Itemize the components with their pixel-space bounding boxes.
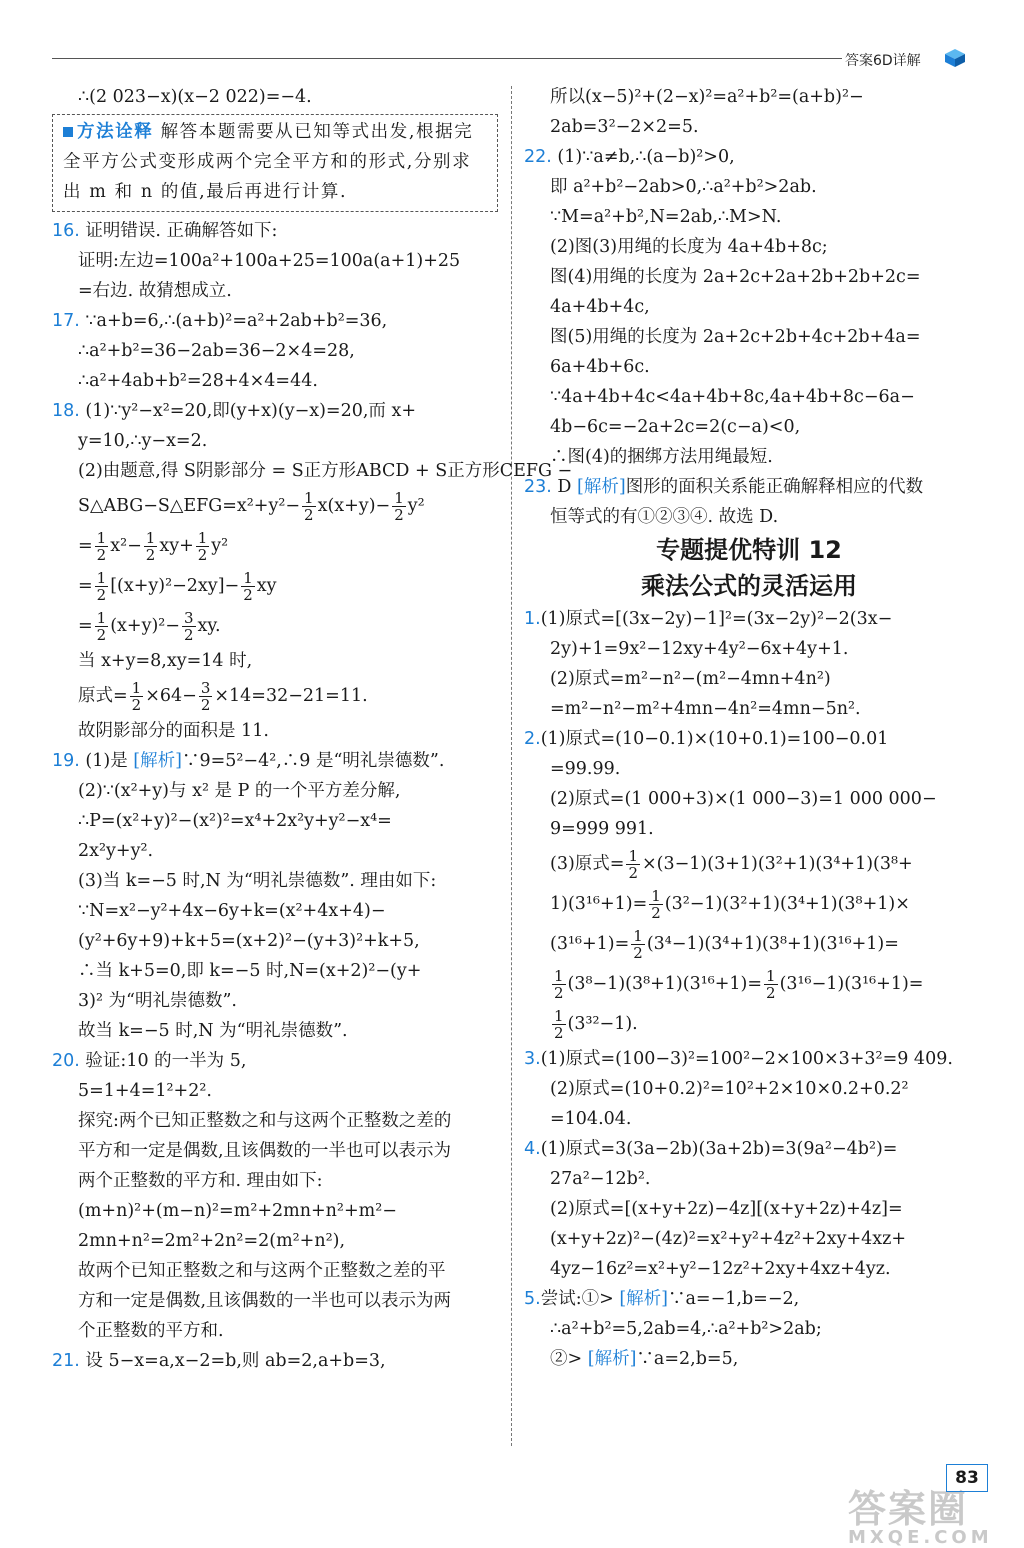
answer-line: 9=999 991. bbox=[550, 819, 654, 839]
answer-line: ∴P=(x²+y)²−(x²)²=x⁴+2x²y+y²−x⁴= bbox=[78, 811, 392, 831]
fraction: $\frac{1}{2}$ bbox=[651, 887, 661, 922]
answer-line: $\frac{1}{2}$ (3³²−1). bbox=[554, 1007, 638, 1042]
answer-line: S△ABG−S△EFG=x²+y²− $\frac{1}{2}$ x(x+y)− $\frac{1}{2}$ y² bbox=[78, 489, 425, 524]
answer-line: =104.04. bbox=[550, 1109, 632, 1129]
analysis-tag: [解析] bbox=[619, 1289, 668, 1309]
fraction: $\frac{1}{2}$ bbox=[145, 529, 156, 564]
square-bullet-icon bbox=[63, 127, 73, 137]
answer-line: ∴图(4)的捆绑方法用绳最短. bbox=[550, 447, 773, 467]
method-note-box bbox=[52, 114, 498, 212]
cube-icon bbox=[944, 48, 966, 68]
answer-line: 2x²y+y². bbox=[78, 841, 154, 861]
method-note-text: 出 m 和 n 的值,最后再进行计算. bbox=[63, 182, 348, 202]
answer-line: (1)原式=[(3x−2y)−1]²=(3x−2y)²−2(3x− bbox=[540, 609, 893, 629]
question-number: 5. bbox=[524, 1289, 541, 1309]
answer-line: $\frac{1}{2}$ (3⁸−1)(3⁸+1)(3¹⁶+1)= $\frac{1}{2}$ (3¹⁶−1)(3¹⁶+1)= bbox=[554, 967, 924, 1002]
fraction: $\frac{1}{2}$ bbox=[628, 847, 638, 882]
answer-line: 4b−6c=−2a+2c=2(c−a)<0, bbox=[550, 417, 801, 437]
answer-line: 当 x+y=8,xy=14 时, bbox=[78, 651, 253, 671]
answer-line: 平方和一定是偶数,且该偶数的一半也可以表示为 bbox=[78, 1141, 452, 1161]
fraction: $\frac{1}{2}$ bbox=[96, 569, 107, 604]
fraction: $\frac{1}{2}$ bbox=[394, 489, 404, 524]
answer-line: 2ab=3²−2×2=5. bbox=[550, 117, 699, 137]
answer-line: 5=1+4=1²+2². bbox=[78, 1081, 212, 1101]
answer-line: ∴a²+b²=36−2ab=36−2×4=28, bbox=[78, 341, 355, 361]
question-number: 23. bbox=[524, 477, 552, 497]
answer-line: 图(5)用绳的长度为 2a+2c+2b+4c+2b+4a= bbox=[550, 327, 921, 347]
answer-line: (1)原式=(100−3)²=100²−2×100×3+3²=9 409. bbox=[540, 1049, 953, 1069]
answer-line: 方和一定是偶数,且该偶数的一半也可以表示为两 bbox=[78, 1291, 452, 1311]
answer-line: 证明错误. 正确解答如下: bbox=[85, 221, 278, 241]
fraction: $\frac{3}{2}$ bbox=[200, 679, 211, 714]
answer-line: (1)∵y²−x²=20,即(y+x)(y−x)=20,而 x+ bbox=[85, 401, 417, 421]
answer-line: 个正整数的平方和. bbox=[78, 1321, 224, 1341]
answer-line: 6a+4b+6c. bbox=[550, 357, 650, 377]
fraction: $\frac{1}{2}$ bbox=[633, 927, 643, 962]
answer-line: ∵N=x²−y²+4x−6y+k=(x²+4x+4)− bbox=[78, 901, 386, 921]
answer-line: = $\frac{1}{2}$ (x+y)²− $\frac{3}{2}$ xy. bbox=[78, 609, 221, 644]
answer-line: 故阴影部分的面积是 11. bbox=[78, 721, 269, 741]
section-title: 专题提优特训 12 bbox=[656, 536, 842, 564]
answer-line: 所以(x−5)²+(2−x)²=a²+b²=(a+b)²− bbox=[550, 87, 864, 107]
analysis-tag: [解析] bbox=[133, 751, 182, 771]
method-note-title: 方法诠释 bbox=[77, 122, 154, 142]
answer-line: =右边. 故猜想成立. bbox=[78, 281, 232, 301]
fraction: $\frac{3}{2}$ bbox=[183, 609, 194, 644]
answer-line: (2)原式=(1 000+3)×(1 000−3)=1 000 000− bbox=[550, 789, 937, 809]
answer-line: 故当 k=−5 时,N 为“明礼崇德数”. bbox=[78, 1021, 348, 1041]
answer-line: =99.99. bbox=[550, 759, 621, 779]
method-note-text: 解答本题需要从已知等式出发,根据完 bbox=[160, 122, 474, 142]
header-label: 答案6D详解 bbox=[845, 53, 921, 69]
answer-line: y=10,∴y−x=2. bbox=[78, 431, 208, 451]
answer-line: 27a²−12b². bbox=[550, 1169, 651, 1189]
watermark-text: 答案圈 bbox=[848, 1487, 969, 1531]
answer-line: 两个正整数的平方和. 理由如下: bbox=[78, 1171, 323, 1191]
answer-line: 4yz−16z²=x²+y²−12z²+2xy+4xz+4yz. bbox=[550, 1259, 891, 1279]
analysis-tag: [解析] bbox=[587, 1349, 637, 1369]
answer-line: (2)图(3)用绳的长度为 4a+4b+8c; bbox=[550, 237, 828, 257]
answer-line: (2)∵(x²+y)与 x² 是 P 的一个平方差分解, bbox=[78, 781, 401, 801]
answer-line: (y²+6y+9)+k+5=(x+2)²−(y+3)²+k+5, bbox=[78, 931, 420, 951]
answer-line: (2)原式=[(x+y+2z)−4z][(x+y+2z)+4z]= bbox=[550, 1199, 903, 1219]
question-number: 22. bbox=[524, 147, 552, 167]
left-column: ∴(2 023−x)(x−2 022)=−4. 方法诠释 解答本题需要从已知等式出发,根据完 全平方公式变形成两个完全平方和的形式,分别求 出 m 和 n 的值,最后再进行计算. 16. 证明错误. 正确解答如下: 证明:左边=100a²+100a+25=100a(a+1)+25 =右边. 故猜想成立. 17. ∵a+b=6,∴(a+b)²=a²+2ab+b²=36, ∴a²+b²=36−2ab=36−2×4=28, ∴a²+4ab+b²=28+4×4=44. 18. (1)∵y²−x²=20,即(y+x)(y−x)=20,而 x+ y=10,∴y−x=2. (2)由题意,得 S阴影部分 = S正方形ABCD + S正方形CEFG − S△ABG−S△EFG=x²+y²− $\frac{1}{2}$ x(x+y)− $\frac{1}{2}$ y² = $\frac{1}{2}$ x²− $\frac{1}{2}$ xy+ $\frac{1}{2}$ y² = $\frac{1}{2}$ [(x+y)²−2xy]− $\frac{1}{2}$ xy = $\frac{1}{2}$ (x+y)²− $\frac{3}{2}$ xy. 当 x+y=8,xy=14 时, 原式= $\frac{1}{2}$ ×64− $\frac{3}{2}$ ×14=32−21=11. 故阴影部分的面积是 11. 19. (1)是 [解析]∵9=5²−4²,∴9 是“明礼崇德数”. (2)∵(x²+y)与 x² 是 P 的一个平方差分解, ∴P=(x²+y)²−(x²)²=x⁴+2x²y+y²−x⁴= 2x²y+y². (3)当 k=−5 时,N 为“明礼崇德数”. 理由如下: ∵N=x²−y²+4x−6y+k=(x²+4x+4)− (y²+6y+9)+k+5=(x+2)²−(y+3)²+k+5, ∴当 k+5=0,即 k=−5 时,N=(x+2)²−(y+ 3)² 为“明礼崇德数”. 故当 k=−5 时,N 为“明礼崇德数”. 20. 验证:10 的一半为 5, 5=1+4=1²+2². 探究:两个已知正整数之和与这两个正整数之差的 平方和一定是偶数,且该偶数的一半也可以表示为 两个正整数的平方和. 理由如下: (m+n)²+(m−n)²=m²+2mn+n²+m²− 2mn+n²=2m²+2n²=2(m²+n²), 故两个已知正整数之和与这两个正整数之差的平 方和一定是偶数,且该偶数的一半也可以表示为两 个正整数的平方和. 21. 设 5−x=a,x−2=b,则 ab=2,a+b=3, bbox=[52, 82, 498, 1376]
question-number: 19. bbox=[52, 751, 80, 771]
answer-line: (3)原式= $\frac{1}{2}$ ×(3−1)(3+1)(3²+1)(3⁴+1)(3⁸+ bbox=[550, 847, 913, 882]
question-number: 21. bbox=[52, 1351, 80, 1371]
answer-line: 2y)+1=9x²−12xy+4y²−6x+4y+1. bbox=[550, 639, 849, 659]
answer-line: = $\frac{1}{2}$ [(x+y)²−2xy]− $\frac{1}{2}$ xy bbox=[78, 569, 277, 604]
fraction: $\frac{1}{2}$ bbox=[197, 529, 208, 564]
question-number: 3. bbox=[524, 1049, 541, 1069]
question-number: 20. bbox=[52, 1051, 80, 1071]
answer-line: ∵a+b=6,∴(a+b)²=a²+2ab+b²=36, bbox=[85, 311, 388, 331]
answer-line: ∴a²+4ab+b²=28+4×4=44. bbox=[78, 371, 318, 391]
answer-line: 设 5−x=a,x−2=b,则 ab=2,a+b=3, bbox=[85, 1351, 386, 1371]
method-note-text: 全平方公式变形成两个完全平方和的形式,分别求 bbox=[63, 152, 472, 172]
question-number: 1. bbox=[524, 609, 541, 629]
answer-line: ∴(2 023−x)(x−2 022)=−4. bbox=[78, 87, 312, 107]
answer-line: ∵M=a²+b²,N=2ab,∴M>N. bbox=[550, 207, 782, 227]
question-number: 17. bbox=[52, 311, 80, 331]
fraction: $\frac{1}{2}$ bbox=[96, 529, 107, 564]
fraction: $\frac{1}{2}$ bbox=[96, 609, 107, 644]
answer-line: (x+y+2z)²−(4z)²=x²+y²+4z²+2xy+4xz+ bbox=[550, 1229, 907, 1249]
answer-line: 即 a²+b²−2ab>0,∴a²+b²>2ab. bbox=[550, 177, 817, 197]
fraction: $\frac{1}{2}$ bbox=[554, 967, 564, 1002]
answer-line: ∴当 k+5=0,即 k=−5 时,N=(x+2)²−(y+ bbox=[78, 961, 422, 981]
answer-line: ②> [解析]∵a=2,b=5, bbox=[550, 1349, 739, 1369]
fraction: $\frac{1}{2}$ bbox=[304, 489, 314, 524]
fraction: $\frac{1}{2}$ bbox=[766, 967, 776, 1002]
header-rule bbox=[52, 58, 842, 59]
fraction: $\frac{1}{2}$ bbox=[554, 1007, 564, 1042]
answer-line: = $\frac{1}{2}$ x²− $\frac{1}{2}$ xy+ $\frac{1}{2}$ y² bbox=[78, 529, 229, 564]
answer-line: (1)原式=(10−0.1)×(10+0.1)=100−0.01 bbox=[540, 729, 889, 749]
answer-line: (3)当 k=−5 时,N 为“明礼崇德数”. 理由如下: bbox=[78, 871, 437, 891]
answer-line: (m+n)²+(m−n)²=m²+2mn+n²+m²− bbox=[78, 1201, 397, 1221]
answer-line: (2)由题意,得 S阴影部分 = S正方形ABCD + S正方形CEFG − bbox=[78, 461, 573, 481]
right-column: 所以(x−5)²+(2−x)²=a²+b²=(a+b)²− 2ab=3²−2×2=5. 22. (1)∵a≠b,∴(a−b)²>0, 即 a²+b²−2ab>0,∴a²+b²>2ab. ∵M=a²+b²,N=2ab,∴M>N. (2)图(3)用绳的长度为 4a+4b+8c; 图(4)用绳的长度为 2a+2c+2a+2b+2b+2c= 4a+4b+4c, 图(5)用绳的长度为 2a+2c+2b+4c+2b+4a= 6a+4b+6c. ∵4a+4b+4c<4a+4b+8c,4a+4b+8c−6a− 4b−6c=−2a+2c=2(c−a)<0, ∴图(4)的捆绑方法用绳最短. 23. D [解析]图形的面积关系能正确解释相应的代数 恒等式的有①②③④. 故选 D. 专题提优特训 12 乘法公式的灵活运用 1.(1)原式=[(3x−2y)−1]²=(3x−2y)²−2(3x− 2y)+1=9x²−12xy+4y²−6x+4y+1. (2)原式=m²−n²−(m²−4mn+4n²) =m²−n²−m²+4mn−4n²=4mn−5n². 2.(1)原式=(10−0.1)×(10+0.1)=100−0.01 =99.99. (2)原式=(1 000+3)×(1 000−3)=1 000 000− 9=999 991. (3)原式= $\frac{1}{2}$ ×(3−1)(3+1)(3²+1)(3⁴+1)(3⁸+ 1)(3¹⁶+1)= $\frac{1}{2}$ (3²−1)(3²+1)(3⁴+1)(3⁸+1)× (3¹⁶+1)= $\frac{1}{2}$ (3⁴−1)(3⁴+1)(3⁸+1)(3¹⁶+1)= $\frac{1}{2}$ (3⁸−1)(3⁸+1)(3¹⁶+1)= $\frac{1}{2}$ (3¹⁶−1)(3¹⁶+1)= $\frac{1}{2}$ (3³²−1). 3.(1)原式=(100−3)²=100²−2×100×3+3²=9 409. (2)原式=(10+0.2)²=10²+2×10×0.2+0.2² =104.04. 4.(1)原式=3(3a−2b)(3a+2b)=3(9a²−4b²)= 27a²−12b². (2)原式=[(x+y+2z)−4z][(x+y+2z)+4z]= (x+y+2z)²−(4z)²=x²+y²+4z²+2xy+4xz+ 4yz−16z²=x²+y²−12z²+2xy+4xz+4yz. 5.尝试:①> [解析]∵a=−1,b=−2, ∴a²+b²=5,2ab=4,∴a²+b²>2ab; ②> [解析]∵a=2,b=5, bbox=[524, 82, 974, 1374]
answer-line: 探究:两个已知正整数之和与这两个正整数之差的 bbox=[78, 1111, 452, 1131]
answer-line: ∴a²+b²=5,2ab=4,∴a²+b²>2ab; bbox=[550, 1319, 822, 1339]
question-number: 18. bbox=[52, 401, 80, 421]
page-number: 83 bbox=[946, 1464, 988, 1492]
answer-line: =m²−n²−m²+4mn−4n²=4mn−5n². bbox=[550, 699, 861, 719]
answer-line: 恒等式的有①②③④. 故选 D. bbox=[550, 507, 779, 527]
answer-line: (3¹⁶+1)= $\frac{1}{2}$ (3⁴−1)(3⁴+1)(3⁸+1)(3¹⁶+1)= bbox=[550, 927, 899, 962]
answer-line: 故两个已知正整数之和与这两个正整数之差的平 bbox=[78, 1261, 446, 1281]
answer-line: (1)原式=3(3a−2b)(3a+2b)=3(9a²−4b²)= bbox=[540, 1139, 898, 1159]
answer-line: (1)∵a≠b,∴(a−b)²>0, bbox=[557, 147, 735, 167]
question-number: 16. bbox=[52, 221, 80, 241]
answer-line: ∵4a+4b+4c<4a+4b+8c,4a+4b+8c−6a− bbox=[550, 387, 915, 407]
fraction: $\frac{1}{2}$ bbox=[131, 679, 142, 714]
answer-line: (2)原式=(10+0.2)²=10²+2×10×0.2+0.2² bbox=[550, 1079, 909, 1099]
watermark-url: MXQE.COM bbox=[848, 1527, 993, 1548]
fraction: $\frac{1}{2}$ bbox=[243, 569, 253, 604]
answer-line: 3)² 为“明礼崇德数”. bbox=[78, 991, 237, 1011]
answer-line: 4a+4b+4c, bbox=[550, 297, 650, 317]
answer-line: 原式= $\frac{1}{2}$ ×64− $\frac{3}{2}$ ×14=32−21=11. bbox=[78, 679, 368, 714]
question-number: 4. bbox=[524, 1139, 541, 1159]
analysis-tag: [解析] bbox=[577, 477, 626, 497]
answer-line: 证明:左边=100a²+100a+25=100a(a+1)+25 bbox=[78, 251, 461, 271]
column-divider bbox=[511, 86, 512, 1446]
section-subtitle: 乘法公式的灵活运用 bbox=[641, 572, 857, 600]
answer-line: 2mn+n²=2m²+2n²=2(m²+n²), bbox=[78, 1231, 346, 1251]
question-number: 2. bbox=[524, 729, 541, 749]
answer-line: 1)(3¹⁶+1)= $\frac{1}{2}$ (3²−1)(3²+1)(3⁴+1)(3⁸+1)× bbox=[550, 887, 910, 922]
answer-line: 图(4)用绳的长度为 2a+2c+2a+2b+2b+2c= bbox=[550, 267, 921, 287]
answer-line: 验证:10 的一半为 5, bbox=[85, 1051, 247, 1071]
answer-line: (2)原式=m²−n²−(m²−4mn+4n²) bbox=[550, 669, 831, 689]
